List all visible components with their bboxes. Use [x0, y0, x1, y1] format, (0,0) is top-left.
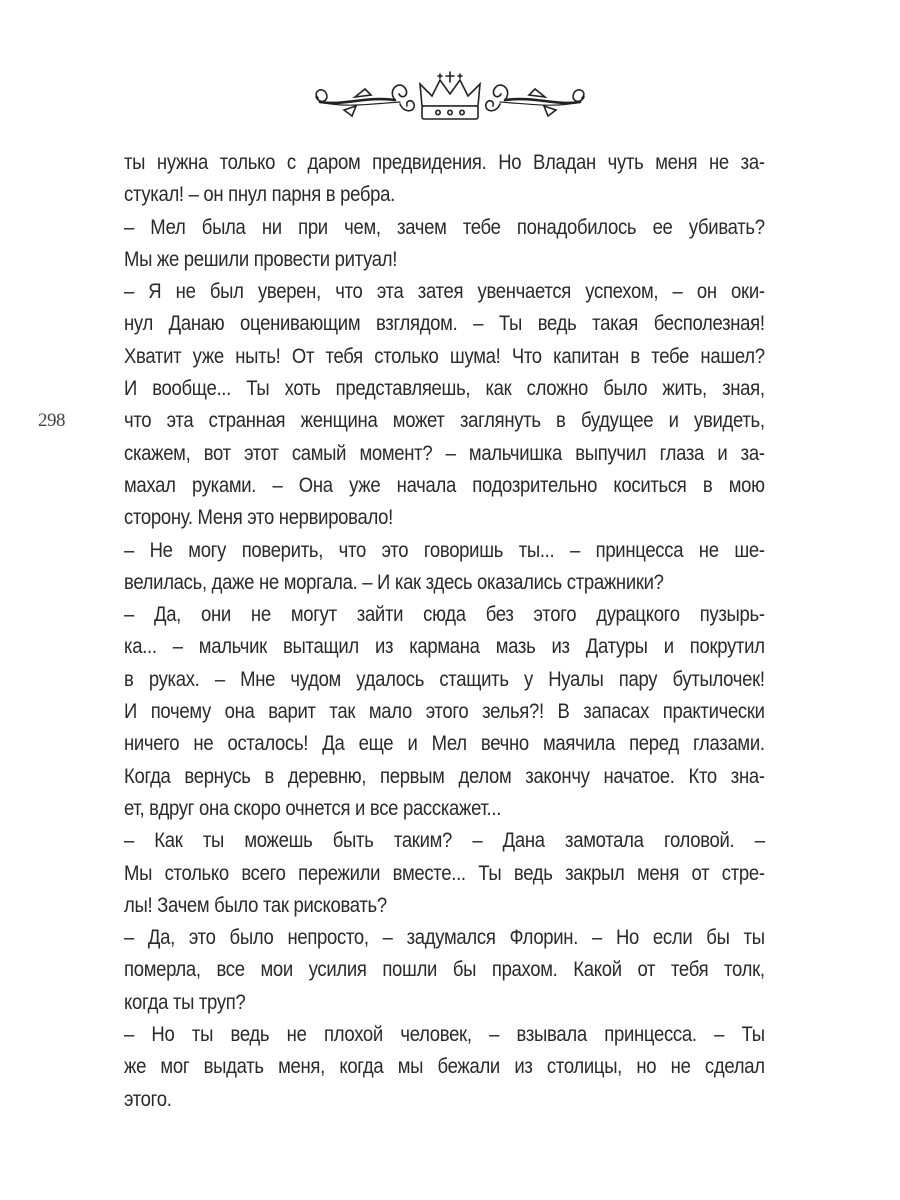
line-text: – Как ты можешь быть таким? – Дана замотала головой. – — [124, 828, 765, 853]
text-line — [124, 307, 765, 339]
line-text: этого. — [124, 1086, 172, 1111]
text-line — [124, 824, 765, 856]
line-text: померла, все мои усилия пошли бы прахом. Какой от тебя толк, — [124, 957, 765, 982]
text-line — [124, 437, 765, 469]
line-text: ничего не осталось! Да еще и Мел вечно маячила перед глазами. — [124, 731, 765, 756]
text-line — [124, 501, 765, 533]
line-text: – Не могу поверить, что это говоришь ты... – принцесса не ше- — [124, 537, 765, 562]
text-line — [124, 857, 765, 889]
text-line — [124, 760, 765, 792]
text-line — [124, 243, 765, 275]
line-text: ты нужна только с даром предвидения. Но Владан чуть меня не за- — [124, 150, 765, 174]
line-text: И почему она варит так мало этого зелья?! В запасах практически — [124, 699, 765, 724]
text-line — [124, 566, 765, 598]
text-line — [124, 146, 765, 178]
text-line — [124, 663, 765, 695]
line-text: когда ты труп? — [124, 989, 246, 1014]
line-text: – Мел была ни при чем, зачем тебе понадобилось ее убивать? — [124, 214, 765, 239]
text-line — [124, 1050, 765, 1082]
text-line — [124, 534, 765, 566]
text-line — [124, 695, 765, 727]
body-text — [124, 146, 765, 1115]
line-text: махал руками. – Она уже начала подозрительно коситься в мою — [124, 472, 765, 497]
line-text: в руках. – Мне чудом удалось стащить у Нуалы пару бутылочек! — [124, 666, 765, 691]
text-line — [124, 727, 765, 759]
line-text: Хватит уже ныть! От тебя столько шума! Что капитан в тебе нашел? — [124, 343, 765, 368]
page-number: 298 — [38, 410, 65, 431]
line-text: лы! Зачем было так рисковать? — [124, 892, 387, 917]
line-text: – Да, это было непросто, – задумался Флорин. – Но если бы ты — [124, 925, 765, 950]
text-line — [124, 986, 765, 1018]
line-text: нул Данаю оценивающим взглядом. – Ты ведь такая бесполезная! — [124, 311, 765, 336]
line-text: что эта странная женщина может заглянуть в будущее и увидеть, — [124, 408, 765, 433]
crown-ornament-icon — [300, 66, 600, 128]
line-text: ка... – мальчик вытащил из кармана мазь из Датуры и покрутил — [124, 634, 765, 659]
line-text: – Но ты ведь не плохой человек, – взывала принцесса. – Ты — [124, 1022, 765, 1047]
line-text: скажем, вот этот самый момент? – мальчишка выпучил глаза и за- — [124, 440, 765, 465]
text-line — [124, 469, 765, 501]
text-line — [124, 178, 765, 210]
text-line — [124, 211, 765, 243]
line-text: – Я не был уверен, что эта затея увенчается успехом, – он оки- — [124, 279, 765, 304]
line-text: – Да, они не могут зайти сюда без этого дурацкого пузырь- — [124, 602, 765, 627]
line-text: Когда вернусь в деревню, первым делом закончу начатое. Кто зна- — [124, 763, 765, 788]
line-text: Мы же решили провести ритуал! — [124, 246, 398, 271]
line-text: сторону. Меня это нервировало! — [124, 505, 393, 530]
text-line — [124, 340, 765, 372]
text-line — [124, 953, 765, 985]
text-line — [124, 792, 765, 824]
text-line — [124, 404, 765, 436]
text-line — [124, 372, 765, 404]
line-text: стукал! – он пнул парня в ребра. — [124, 182, 395, 207]
line-text: же мог выдать меня, когда мы бежали из столицы, но не сделал — [124, 1054, 765, 1079]
text-line — [124, 630, 765, 662]
text-line — [124, 1018, 765, 1050]
line-text: И вообще... Ты хоть представляешь, как сложно было жить, зная, — [124, 376, 765, 401]
line-text: Мы столько всего пережили вместе... Ты ведь закрыл меня от стре- — [124, 860, 765, 885]
text-line — [124, 598, 765, 630]
text-line — [124, 921, 765, 953]
text-line — [124, 275, 765, 307]
line-text: ет, вдруг она скоро очнется и все расскажет... — [124, 795, 502, 820]
text-line — [124, 1083, 765, 1115]
text-line — [124, 889, 765, 921]
line-text: велилась, даже не моргала. – И как здесь оказались стражники? — [124, 569, 664, 594]
